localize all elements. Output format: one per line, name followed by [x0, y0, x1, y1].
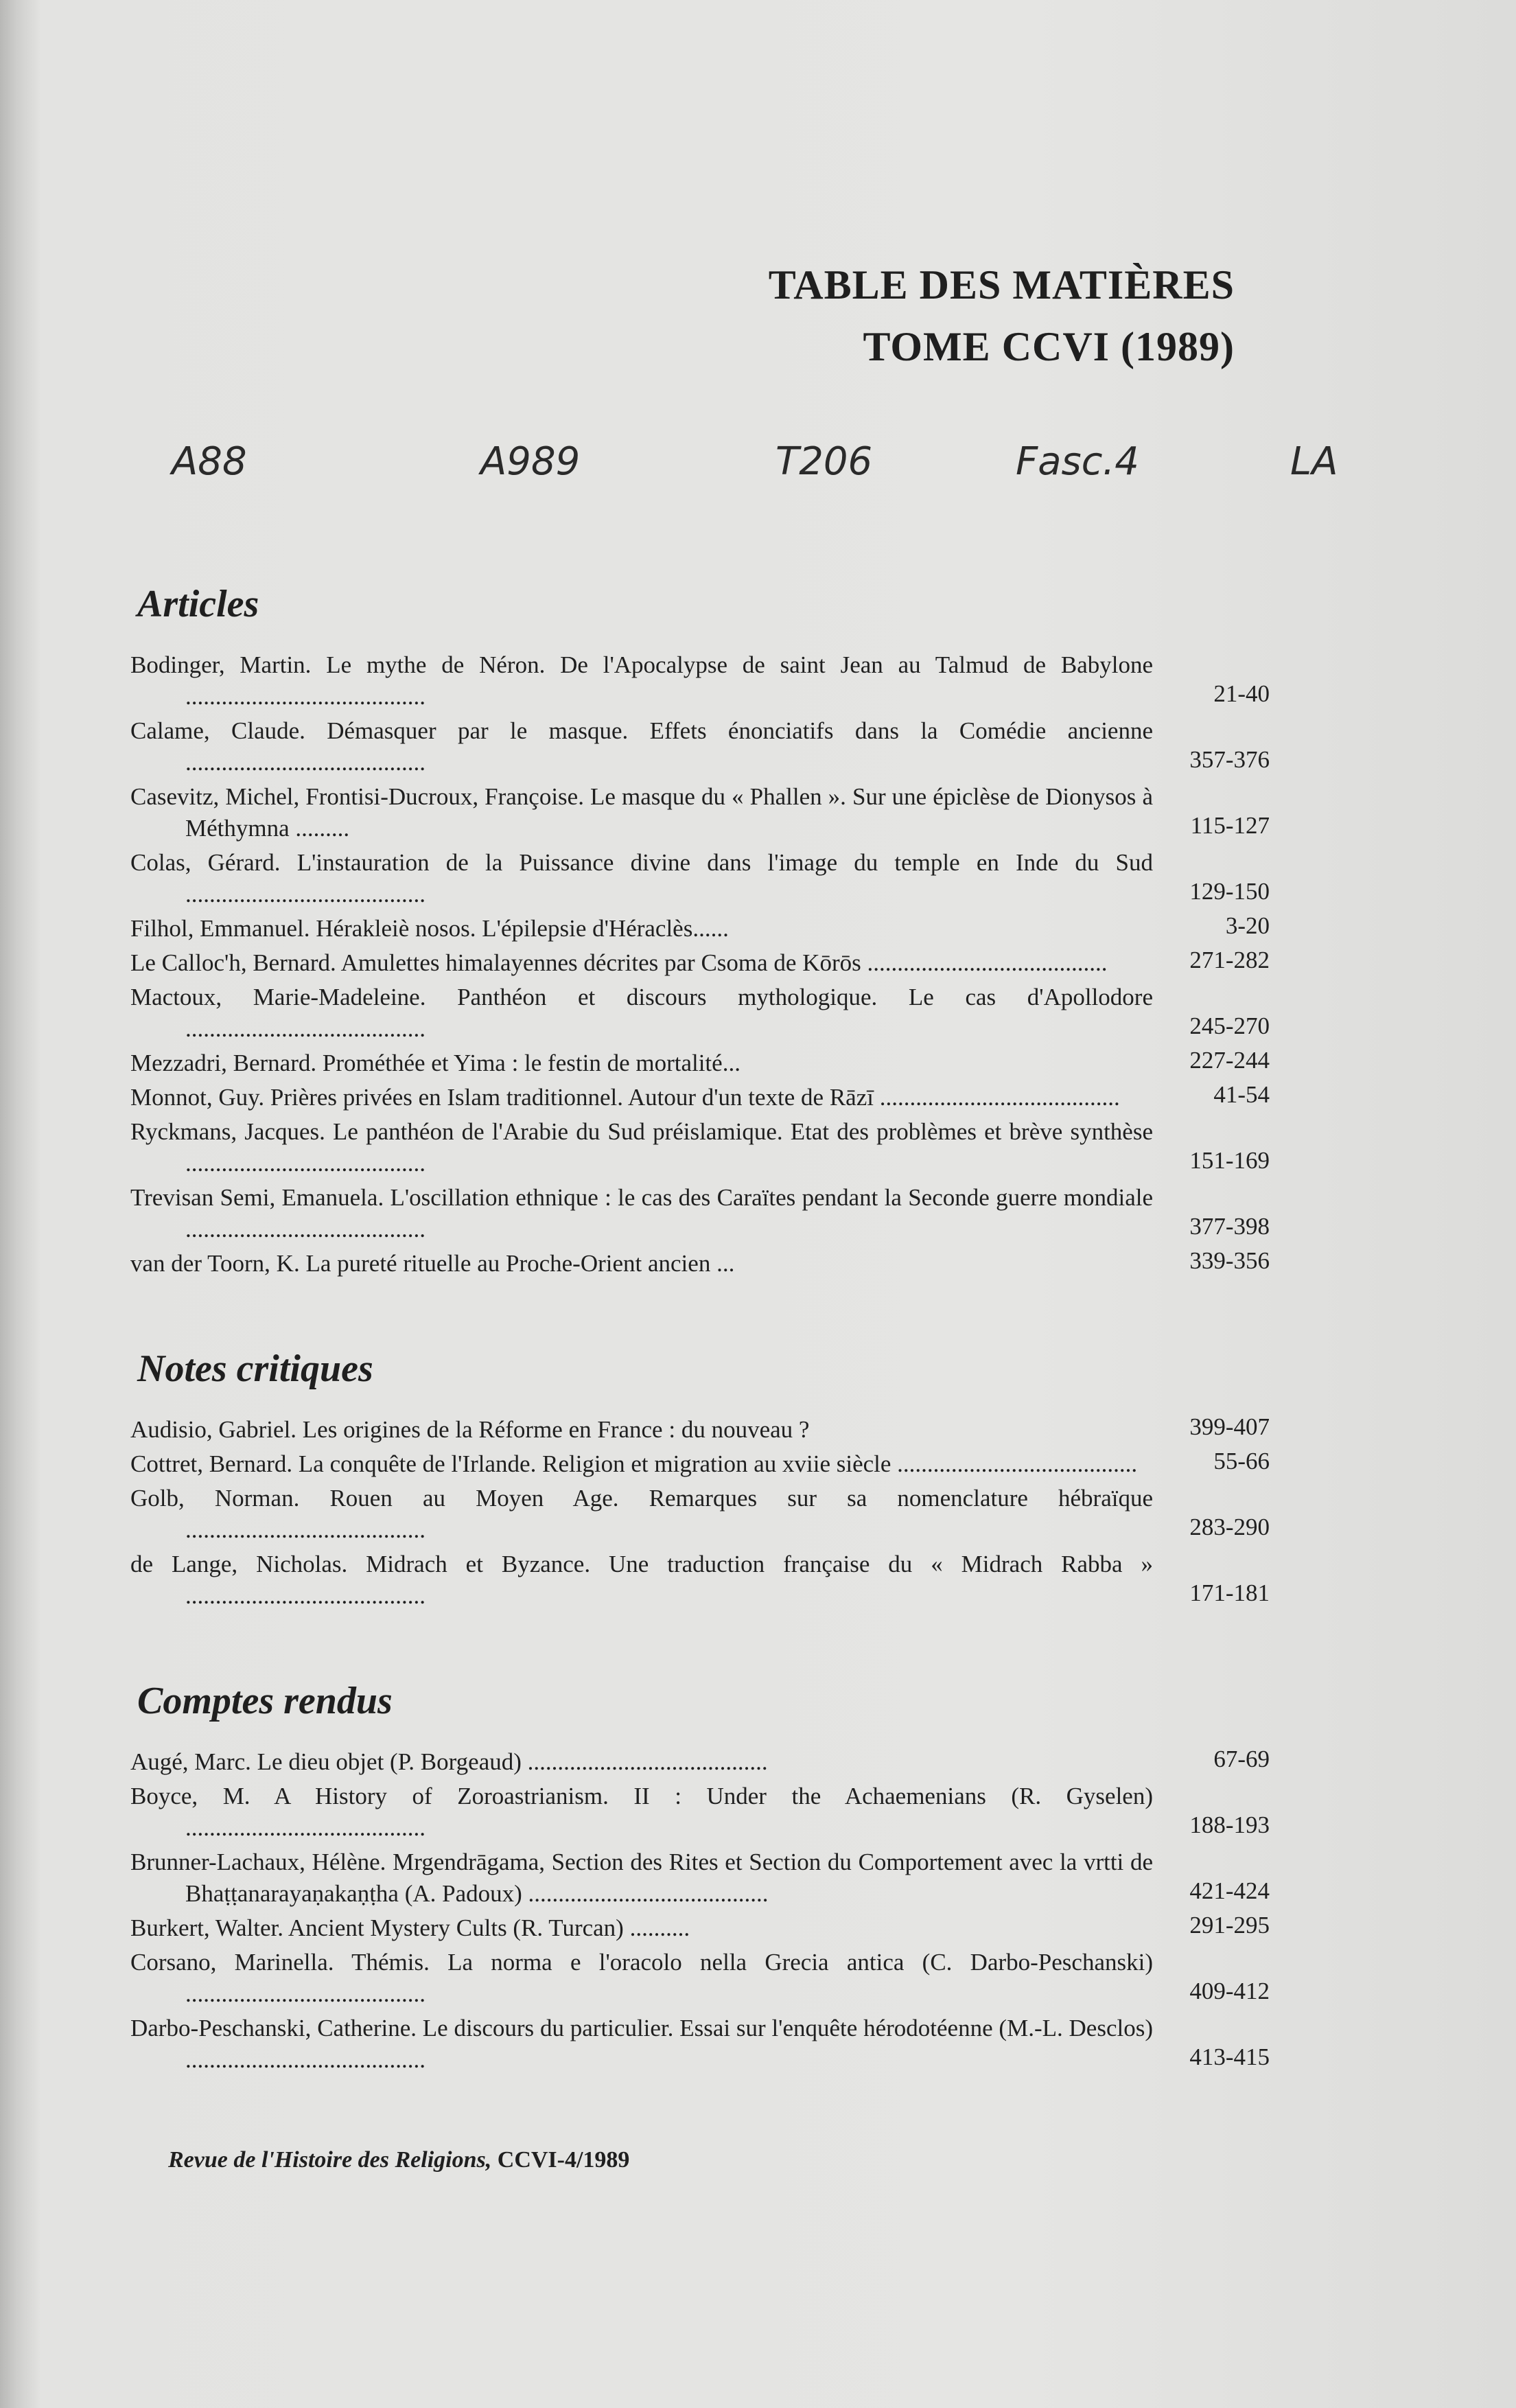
- entry-pages: 339-356: [1189, 1247, 1270, 1274]
- annotation: A989: [480, 439, 581, 484]
- section-notes-critiques: [130, 1341, 1270, 1612]
- toc-entry: [130, 1483, 1270, 1546]
- entry-text: Le Calloc'h, Bernard. Amulettes himalayennes décrites par Csoma de Kōrōs ........................................: [130, 949, 1108, 976]
- toc-entry: [130, 781, 1270, 844]
- entry-text: Calame, Claude. Démasquer par le masque. Effets énonciatifs dans la Comédie ancienne ........................................: [130, 717, 1153, 776]
- entry-text: Ryckmans, Jacques. Le panthéon de l'Arabie du Sud préislamique. Etat des problèmes et brève synthèse ........................................: [130, 1118, 1153, 1177]
- entry-text: Brunner-Lachaux, Hélène. Mrgendrāgama, Section des Rites et Section du Comportement avec la vrtti de Bhaṭṭanarayaṇakaṇṭha (A. Padoux) ........................................: [130, 1849, 1153, 1907]
- annotation: Fasc.4: [1016, 439, 1139, 484]
- entry-pages: 67-69: [1213, 1746, 1270, 1772]
- entry-pages: 399-407: [1189, 1413, 1270, 1440]
- entry-pages: 21-40: [1213, 680, 1270, 707]
- toc-entry: [130, 982, 1270, 1045]
- entry-pages: 188-193: [1189, 1811, 1270, 1838]
- entry-text: de Lange, Nicholas. Midrach et Byzance. Une traduction française du « Midrach Rabba » ........................................: [130, 1551, 1153, 1609]
- annotation: A88: [172, 439, 247, 484]
- page-header: [769, 254, 1235, 378]
- toc-entry: [130, 913, 1270, 945]
- entry-text: Boyce, M. A History of Zoroastrianism. II : Under the Achaemenians (R. Gyselen) ........................................: [130, 1783, 1153, 1841]
- toc-entry: [130, 1116, 1270, 1179]
- volume-title: TOME CCVI (1989): [863, 324, 1235, 369]
- entry-text: Trevisan Semi, Emanuela. L'oscillation ethnique : le cas des Caraïtes pendant la Seconde guerre mondiale ........................................: [130, 1184, 1153, 1242]
- entry-pages: 357-376: [1189, 746, 1270, 773]
- toc-entry: [130, 1912, 1270, 1944]
- entry-pages: 41-54: [1213, 1081, 1270, 1108]
- table-of-contents: [130, 577, 1270, 2138]
- toc-entry: [130, 847, 1270, 910]
- entry-pages: 3-20: [1225, 912, 1270, 939]
- entry-text: Mactoux, Marie-Madeleine. Panthéon et discours mythologique. Le cas d'Apollodore ........................................: [130, 984, 1153, 1042]
- entry-text: Mezzadri, Bernard. Prométhée et Yima : le festin de mortalité...: [130, 1050, 740, 1076]
- entry-pages: 171-181: [1189, 1579, 1270, 1606]
- section-title: Articles: [137, 583, 259, 625]
- toc-entry: [130, 649, 1270, 713]
- entry-text: Golb, Norman. Rouen au Moyen Age. Remarques sur sa nomenclature hébraïque ........................................: [130, 1485, 1153, 1543]
- entry-text: van der Toorn, K. La pureté rituelle au Proche-Orient ancien ...: [130, 1250, 735, 1277]
- section-comptes-rendus: [130, 1674, 1270, 2076]
- entry-pages: 227-244: [1189, 1047, 1270, 1074]
- section-title: Notes critiques: [137, 1347, 373, 1390]
- toc-entry: [130, 1182, 1270, 1245]
- entry-text: Bodinger, Martin. Le mythe de Néron. De l'Apocalypse de saint Jean au Talmud de Babylone ........................................: [130, 651, 1153, 710]
- toc-entry: [130, 1947, 1270, 2010]
- entry-text: Augé, Marc. Le dieu objet (P. Borgeaud) ........................................: [130, 1748, 768, 1775]
- handwritten-annotations: [172, 426, 1373, 501]
- toc-entry: [130, 2013, 1270, 2076]
- entry-pages: 283-290: [1189, 1514, 1270, 1540]
- entry-pages: 291-295: [1189, 1912, 1270, 1938]
- page-footer: [168, 2147, 629, 2173]
- entry-pages: 55-66: [1213, 1448, 1270, 1474]
- toc-entry: [130, 1846, 1270, 1910]
- entry-pages: 129-150: [1189, 878, 1270, 905]
- toc-entry: [130, 715, 1270, 778]
- entry-pages: 151-169: [1189, 1147, 1270, 1174]
- entry-pages: 115-127: [1190, 812, 1270, 839]
- entry-text: Cottret, Bernard. La conquête de l'Irlande. Religion et migration au xviie siècle ........................................: [130, 1450, 1138, 1477]
- entry-pages: 421-424: [1189, 1877, 1270, 1904]
- entry-pages: 271-282: [1189, 947, 1270, 973]
- toc-entry: [130, 947, 1270, 979]
- entry-pages: 377-398: [1189, 1213, 1270, 1240]
- toc-entry: [130, 1746, 1270, 1778]
- toc-entry: [130, 1047, 1270, 1079]
- toc-entry: [130, 1082, 1270, 1113]
- entry-text: Corsano, Marinella. Thémis. La norma e l'oracolo nella Grecia antica (C. Darbo-Peschanski) ........................................: [130, 1949, 1153, 2007]
- entry-text: Audisio, Gabriel. Les origines de la Réforme en France : du nouveau ?: [130, 1416, 810, 1443]
- page-title: TABLE DES MATIÈRES: [768, 262, 1235, 308]
- entry-pages: 245-270: [1189, 1012, 1270, 1039]
- footer-journal: Revue de l'Histoire des Religions,: [168, 2147, 492, 2173]
- entry-text: Darbo-Peschanski, Catherine. Le discours du particulier. Essai sur l'enquête hérodotéenne (M.-L. Desclos) ........................................: [130, 2015, 1153, 2073]
- toc-entry: [130, 1448, 1270, 1480]
- entry-pages: 413-415: [1189, 2044, 1270, 2070]
- entry-pages: 409-412: [1189, 1978, 1270, 2004]
- footer-volume: CCVI-4/1989: [497, 2147, 630, 2173]
- toc-entry: [130, 1248, 1270, 1280]
- toc-entry: [130, 1549, 1270, 1612]
- annotation: LA: [1290, 439, 1338, 484]
- entry-text: Colas, Gérard. L'instauration de la Puissance divine dans l'image du temple en Inde du Sud ........................................: [130, 849, 1153, 907]
- toc-entry: [130, 1781, 1270, 1844]
- entry-text: Filhol, Emmanuel. Hérakleiè nosos. L'épilepsie d'Héraclès......: [130, 915, 729, 942]
- toc-entry: [130, 1414, 1270, 1446]
- entry-text: Casevitz, Michel, Frontisi-Ducroux, Françoise. Le masque du « Phallen ». Sur une épiclèse de Dionysos à Méthymna .........: [130, 783, 1153, 842]
- section-articles: [130, 577, 1270, 1280]
- annotation: T206: [776, 439, 873, 484]
- entry-text: Burkert, Walter. Ancient Mystery Cults (R. Turcan) ..........: [130, 1914, 690, 1941]
- entry-text: Monnot, Guy. Prières privées en Islam traditionnel. Autour d'un texte de Rāzī ........................................: [130, 1084, 1120, 1111]
- section-title: Comptes rendus: [137, 1680, 393, 1722]
